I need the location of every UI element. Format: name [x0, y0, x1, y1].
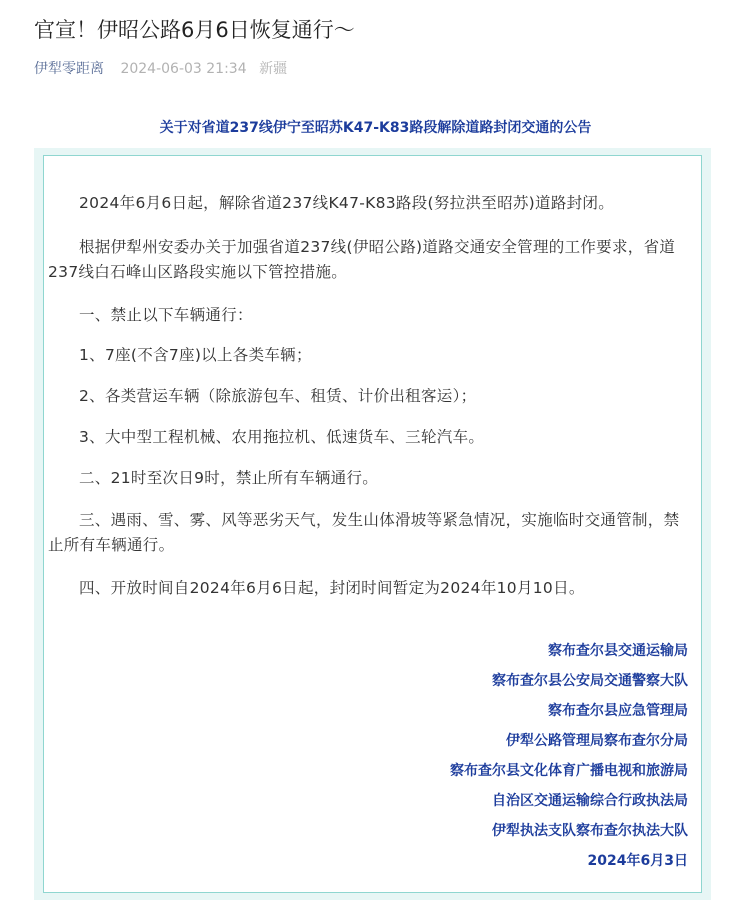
notice-paragraph-1: 2024年6月6日起，解除省道237线K47-K83路段(努拉洪至昭苏)道路封闭。	[79, 194, 615, 212]
signatory-3: 察布查尔县应急管理局	[548, 703, 688, 719]
signatory-7: 伊犁执法支队察布查尔执法大队	[492, 823, 688, 839]
notice-paragraph-5: 2、各类营运车辆（除旅游包车、租赁、计价出租客运）；	[79, 387, 477, 405]
notice-paragraph-2: 根据伊犁州安委办关于加强省道237线(伊昭公路)道路交通安全管理的工作要求，省道237线白石峰山区路段实施以下管控措施。	[48, 238, 676, 281]
notice-paragraph-7: 二、21时至次日9时，禁止所有车辆通行。	[79, 469, 379, 487]
signatory-4: 伊犁公路管理局察布查尔分局	[506, 733, 688, 749]
notice-paragraph-8: 三、遇雨、雪、雾、风等恶劣天气，发生山体滑坡等紧急情况，实施临时交通管制，禁止所有车辆通行。	[48, 511, 680, 554]
notice-heading: 关于对省道237线伊宁至昭苏K47-K83路段解除道路封闭交通的公告	[159, 120, 592, 136]
publish-location: 新疆	[259, 61, 288, 77]
article-meta	[34, 58, 287, 80]
notice-paragraph-6: 3、大中型工程机械、农用拖拉机、低速货车、三轮汽车。	[79, 428, 485, 446]
signatory-5: 察布查尔县文化体育广播电视和旅游局	[450, 763, 688, 779]
signatory-1: 察布查尔县交通运输局	[548, 643, 688, 659]
publish-date: 2024-06-03 21:34	[120, 61, 247, 77]
sign-date: 2024年6月3日	[587, 853, 688, 869]
notice-paragraph-3: 一、禁止以下车辆通行：	[79, 306, 253, 324]
signatory-2: 察布查尔县公安局交通警察大队	[492, 673, 688, 689]
account-name-link[interactable]: 伊犁零距离	[34, 61, 104, 77]
notice-paragraph-9: 四、开放时间自2024年6月6日起，封闭时间暂定为2024年10月10日。	[79, 579, 585, 597]
notice-paragraph-4: 1、7座(不含7座)以上各类车辆；	[79, 346, 312, 364]
article-title: 官宣！伊昭公路6月6日恢复通行～	[34, 18, 355, 42]
signatory-6: 自治区交通运输综合行政执法局	[492, 793, 688, 809]
